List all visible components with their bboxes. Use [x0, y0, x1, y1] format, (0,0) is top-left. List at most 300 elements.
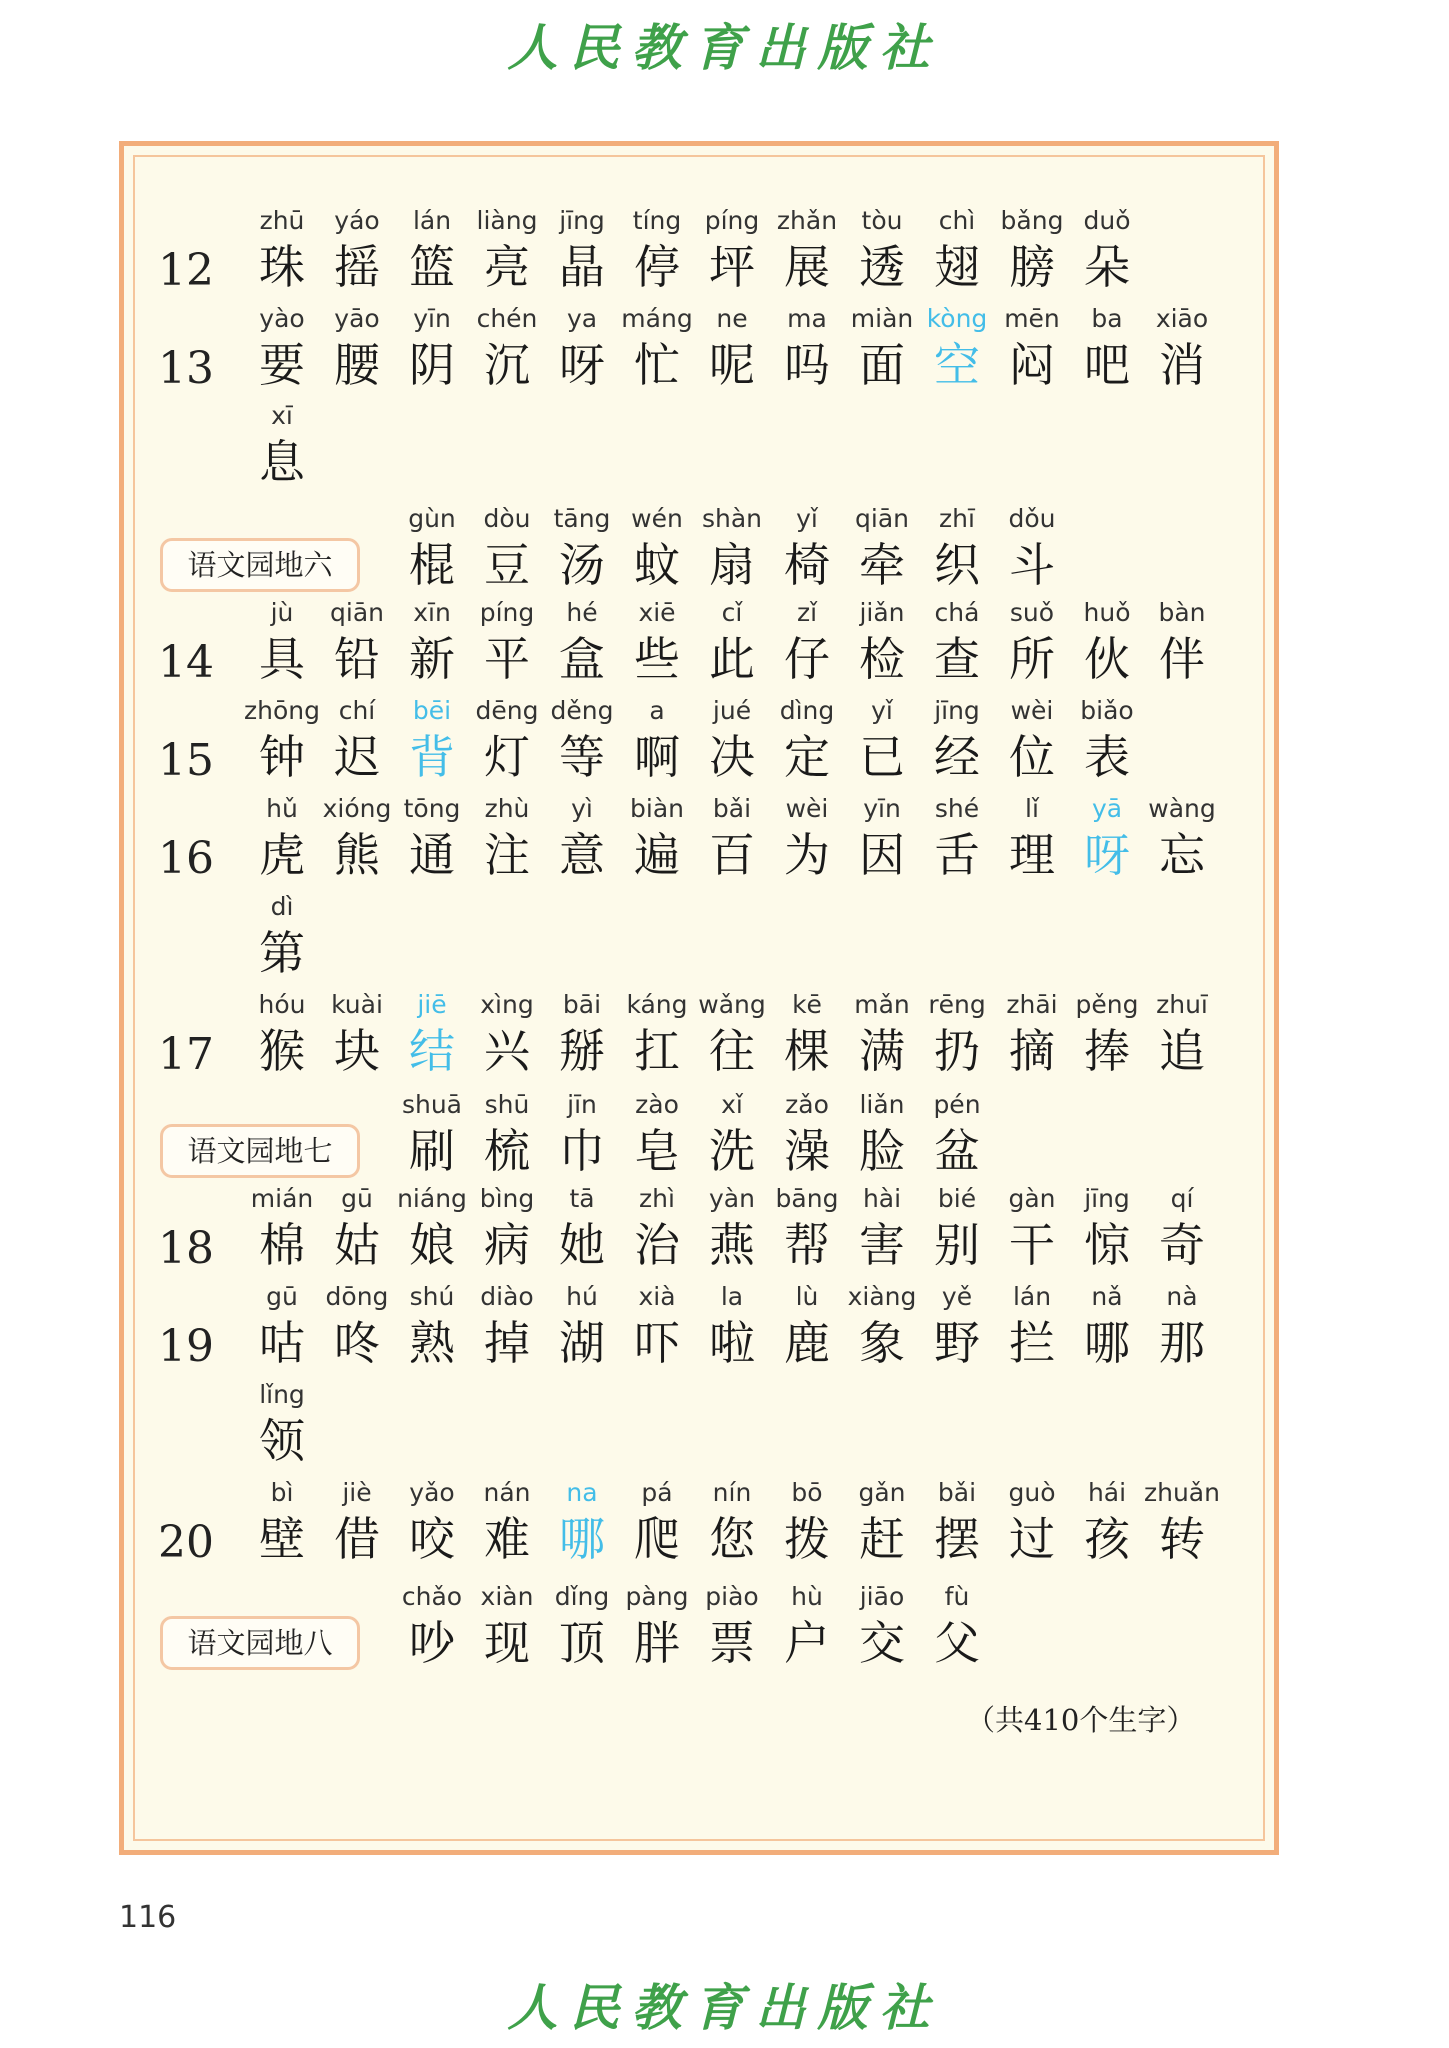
pinyin: xǐ: [721, 1090, 743, 1119]
hanzi: 椅: [784, 538, 830, 592]
pinyin: bìng: [479, 1184, 535, 1213]
hanzi: 票: [709, 1616, 755, 1670]
hanzi: 些: [634, 632, 680, 686]
pinyin: yīn: [863, 794, 901, 823]
hanzi: 消: [1159, 338, 1205, 392]
pinyin: zhuī: [1156, 990, 1208, 1019]
hanzi: 咚: [334, 1316, 380, 1370]
pinyin: qiān: [855, 504, 909, 533]
hanzi: 块: [334, 1024, 380, 1078]
pinyin: jiāo: [859, 1582, 905, 1611]
hanzi: 咬: [409, 1512, 455, 1566]
pinyin: jù: [270, 598, 294, 627]
pinyin: nín: [712, 1478, 752, 1507]
hanzi: 转: [1159, 1512, 1205, 1566]
hanzi: 熊: [334, 828, 380, 882]
lesson-number: 16: [158, 833, 214, 884]
hanzi: 具: [259, 632, 305, 686]
hanzi: 帮: [784, 1218, 830, 1272]
pinyin: bō: [791, 1478, 823, 1507]
hanzi: 湖: [559, 1316, 605, 1370]
character-cell: [921, 1581, 993, 1676]
hanzi: 所: [1009, 632, 1055, 686]
pinyin: zǎo: [785, 1090, 829, 1119]
pinyin: tā: [569, 1184, 595, 1213]
lesson-number: 17: [158, 1029, 214, 1080]
pinyin: miàn: [850, 304, 914, 333]
character-row: [0, 503, 1449, 598]
hanzi: 豆: [484, 538, 530, 592]
pinyin: zhì: [639, 1184, 675, 1213]
hanzi: 注: [484, 828, 530, 882]
pinyin: fù: [944, 1582, 970, 1611]
pinyin: kē: [792, 990, 822, 1019]
character-row: [0, 1379, 1449, 1474]
hanzi: 表: [1084, 730, 1130, 784]
pinyin: yàn: [709, 1184, 755, 1213]
hanzi: 棍: [409, 538, 455, 592]
pinyin: hái: [1087, 1478, 1127, 1507]
hanzi: 检: [859, 632, 905, 686]
pinyin: zǐ: [796, 598, 818, 627]
pinyin: zhū: [259, 206, 305, 235]
hanzi: 干: [1009, 1218, 1055, 1272]
hanzi: 因: [859, 828, 905, 882]
pinyin: bēi: [412, 696, 452, 725]
character-cell: [1146, 989, 1218, 1084]
pinyin: chén: [476, 304, 538, 333]
character-cell: [1071, 205, 1143, 300]
character-row: [0, 891, 1449, 986]
pinyin: dōng: [325, 1282, 389, 1311]
hanzi: 扛: [634, 1024, 680, 1078]
hanzi: 迟: [334, 730, 380, 784]
pinyin: dòu: [483, 504, 531, 533]
pinyin: la: [720, 1282, 744, 1311]
hanzi: 为: [784, 828, 830, 882]
pinyin: bǎng: [1000, 206, 1064, 235]
pinyin: xìng: [480, 990, 534, 1019]
pinyin: qiān: [330, 598, 384, 627]
hanzi: 哪: [559, 1512, 605, 1566]
hanzi: 沉: [484, 338, 530, 392]
pinyin: dēng: [475, 696, 539, 725]
pinyin: gùn: [408, 504, 456, 533]
pinyin: a: [649, 696, 665, 725]
hanzi: 晶: [559, 240, 605, 294]
pinyin: xióng: [322, 794, 392, 823]
character-cell: [1146, 597, 1218, 692]
hanzi: 牵: [859, 538, 905, 592]
hanzi: 蚊: [634, 538, 680, 592]
lesson-number: 15: [158, 735, 214, 786]
hanzi: 吗: [784, 338, 830, 392]
pinyin: shàn: [701, 504, 763, 533]
pinyin: lán: [412, 206, 452, 235]
hanzi: 忙: [634, 338, 680, 392]
hanzi: 澡: [784, 1124, 830, 1178]
pinyin: ne: [716, 304, 748, 333]
hanzi: 皂: [634, 1124, 680, 1178]
hanzi: 啦: [709, 1316, 755, 1370]
hanzi: 鹿: [784, 1316, 830, 1370]
hanzi: 棉: [259, 1218, 305, 1272]
pinyin: hài: [862, 1184, 902, 1213]
hanzi: 您: [709, 1512, 755, 1566]
hanzi: 病: [484, 1218, 530, 1272]
pinyin: chǎo: [401, 1582, 463, 1611]
pinyin: suǒ: [1009, 598, 1055, 627]
hanzi: 理: [1009, 828, 1055, 882]
pinyin: děng: [550, 696, 614, 725]
hanzi: 治: [634, 1218, 680, 1272]
pinyin: cǐ: [721, 598, 743, 627]
hanzi: 奇: [1159, 1218, 1205, 1272]
hanzi: 忘: [1159, 828, 1205, 882]
hanzi: 顶: [559, 1616, 605, 1670]
hanzi: 吵: [409, 1616, 455, 1670]
pinyin: shé: [934, 794, 980, 823]
pinyin: lǐ: [1025, 794, 1039, 823]
hanzi: 盆: [934, 1124, 980, 1178]
pinyin: shuā: [401, 1090, 463, 1119]
hanzi: 赶: [859, 1512, 905, 1566]
section-badge: 语文园地八: [160, 1616, 360, 1670]
hanzi: 阴: [409, 338, 455, 392]
pinyin: guò: [1008, 1478, 1056, 1507]
pinyin: jīng: [934, 696, 980, 725]
character-row: [0, 1477, 1449, 1572]
pinyin: yì: [571, 794, 593, 823]
pinyin: jiǎn: [859, 598, 905, 627]
character-row: [0, 1183, 1449, 1278]
hanzi: 舌: [934, 828, 980, 882]
character-cell: [1071, 695, 1143, 790]
hanzi: 遍: [634, 828, 680, 882]
hanzi: 棵: [784, 1024, 830, 1078]
hanzi: 汤: [559, 538, 605, 592]
hanzi: 百: [709, 828, 755, 882]
hanzi: 钟: [259, 730, 305, 784]
page-number: 116: [119, 1900, 177, 1935]
pinyin: wǎng: [698, 990, 766, 1019]
hanzi: 平: [484, 632, 530, 686]
character-row: [0, 400, 1449, 495]
character-cell: [246, 400, 318, 495]
hanzi: 查: [934, 632, 980, 686]
hanzi: 织: [934, 538, 980, 592]
pinyin: gū: [341, 1184, 373, 1213]
pinyin: duǒ: [1083, 206, 1131, 235]
hanzi: 灯: [484, 730, 530, 784]
hanzi: 燕: [709, 1218, 755, 1272]
pinyin: hé: [566, 598, 598, 627]
hanzi: 吧: [1084, 338, 1130, 392]
pinyin: wàng: [1148, 794, 1216, 823]
hanzi: 脸: [859, 1124, 905, 1178]
lesson-number: 20: [158, 1517, 214, 1568]
pinyin: lù: [795, 1282, 819, 1311]
hanzi: 摇: [334, 240, 380, 294]
pinyin: gàn: [1008, 1184, 1056, 1213]
hanzi: 篮: [409, 240, 455, 294]
pinyin: wèi: [1010, 696, 1054, 725]
hanzi: 仔: [784, 632, 830, 686]
pinyin: pěng: [1075, 990, 1139, 1019]
hanzi: 呀: [1084, 828, 1130, 882]
hanzi: 巾: [559, 1124, 605, 1178]
pinyin: zhù: [484, 794, 530, 823]
pinyin: jīng: [559, 206, 605, 235]
hanzi: 空: [934, 338, 980, 392]
hanzi: 决: [709, 730, 755, 784]
pinyin: dǐng: [554, 1582, 610, 1611]
pinyin: yào: [259, 304, 305, 333]
hanzi: 啊: [634, 730, 680, 784]
character-row: [0, 303, 1449, 398]
pinyin: zhī: [939, 504, 975, 533]
hanzi: 翅: [934, 240, 980, 294]
character-cell: [1146, 1281, 1218, 1376]
character-row: [0, 205, 1449, 300]
hanzi: 孩: [1084, 1512, 1130, 1566]
hanzi: 位: [1009, 730, 1055, 784]
pinyin: xiàng: [847, 1282, 917, 1311]
hanzi: 停: [634, 240, 680, 294]
pinyin: tíng: [632, 206, 682, 235]
hanzi: 熟: [409, 1316, 455, 1370]
hanzi: 透: [859, 240, 905, 294]
pinyin: zhǎn: [776, 206, 838, 235]
pinyin: wén: [631, 504, 683, 533]
pinyin: gū: [266, 1282, 298, 1311]
pinyin: jiè: [342, 1478, 372, 1507]
hanzi: 难: [484, 1512, 530, 1566]
pinyin: yǐ: [796, 504, 818, 533]
pinyin: biàn: [630, 794, 684, 823]
hanzi: 父: [934, 1616, 980, 1670]
hanzi: 领: [259, 1414, 305, 1468]
hanzi: 新: [409, 632, 455, 686]
pinyin: káng: [626, 990, 688, 1019]
hanzi: 姑: [334, 1218, 380, 1272]
hanzi: 摆: [934, 1512, 980, 1566]
pinyin: jiē: [417, 990, 447, 1019]
character-cell: [996, 503, 1068, 598]
pinyin: yě: [941, 1282, 973, 1311]
pinyin: hǔ: [266, 794, 298, 823]
pinyin: liàng: [476, 206, 538, 235]
publisher-watermark-top: 人民教育出版社: [507, 18, 942, 77]
hanzi: 交: [859, 1616, 905, 1670]
pinyin: niáng: [397, 1184, 467, 1213]
hanzi: 猴: [259, 1024, 305, 1078]
pinyin: kòng: [926, 304, 988, 333]
pinyin: jīn: [567, 1090, 597, 1119]
pinyin: nà: [1166, 1282, 1198, 1311]
pinyin: ma: [787, 304, 827, 333]
pinyin: chì: [938, 206, 976, 235]
hanzi: 哪: [1084, 1316, 1130, 1370]
pinyin: xī: [271, 401, 293, 430]
hanzi: 呀: [559, 338, 605, 392]
pinyin: jīng: [1084, 1184, 1130, 1213]
character-cell: [246, 1379, 318, 1474]
pinyin: pàng: [625, 1582, 689, 1611]
hanzi: 吓: [634, 1316, 680, 1370]
pinyin: bǎi: [712, 794, 752, 823]
character-row: [0, 1581, 1449, 1676]
pinyin: pá: [641, 1478, 673, 1507]
pinyin: bāng: [775, 1184, 839, 1213]
hanzi: 伙: [1084, 632, 1130, 686]
pinyin: píng: [704, 206, 760, 235]
hanzi: 展: [784, 240, 830, 294]
hanzi: 往: [709, 1024, 755, 1078]
hanzi: 等: [559, 730, 605, 784]
character-cell: [1146, 303, 1218, 398]
pinyin: hù: [791, 1582, 823, 1611]
pinyin: mēn: [1004, 304, 1060, 333]
hanzi: 户: [784, 1616, 830, 1670]
hanzi: 别: [934, 1218, 980, 1272]
pinyin: bì: [270, 1478, 294, 1507]
pinyin: gǎn: [858, 1478, 906, 1507]
pinyin: tòu: [861, 206, 903, 235]
pinyin: ya: [566, 304, 598, 333]
pinyin: ba: [1091, 304, 1123, 333]
pinyin: xīn: [413, 598, 451, 627]
pinyin: zhōng: [244, 696, 320, 725]
hanzi: 定: [784, 730, 830, 784]
hanzi: 掉: [484, 1316, 530, 1370]
pinyin: yāo: [334, 304, 380, 333]
pinyin: hóu: [258, 990, 306, 1019]
hanzi: 经: [934, 730, 980, 784]
pinyin: jué: [712, 696, 752, 725]
character-row: [0, 1281, 1449, 1376]
hanzi: 咕: [259, 1316, 305, 1370]
total-character-count: （共410个生字）: [966, 1703, 1196, 1737]
pinyin: xiē: [638, 598, 676, 627]
lesson-number: 18: [158, 1223, 214, 1274]
pinyin: tāng: [553, 504, 611, 533]
hanzi: 要: [259, 338, 305, 392]
hanzi: 面: [859, 338, 905, 392]
pinyin: qí: [1170, 1184, 1194, 1213]
hanzi: 捧: [1084, 1024, 1130, 1078]
hanzi: 呢: [709, 338, 755, 392]
pinyin: dì: [270, 892, 294, 921]
hanzi: 掰: [559, 1024, 605, 1078]
pinyin: tōng: [403, 794, 461, 823]
character-row: [0, 989, 1449, 1084]
hanzi: 胖: [634, 1616, 680, 1670]
hanzi: 斗: [1009, 538, 1055, 592]
pinyin: mián: [250, 1184, 314, 1213]
hanzi: 意: [559, 828, 605, 882]
hanzi: 腰: [334, 338, 380, 392]
pinyin: na: [566, 1478, 598, 1507]
hanzi: 惊: [1084, 1218, 1130, 1272]
pinyin: mǎn: [854, 990, 910, 1019]
hanzi: 息: [259, 435, 305, 489]
hanzi: 亮: [484, 240, 530, 294]
section-badge: 语文园地七: [160, 1124, 360, 1178]
hanzi: 扔: [934, 1024, 980, 1078]
hanzi: 第: [259, 926, 305, 980]
hanzi: 洗: [709, 1124, 755, 1178]
pinyin: huǒ: [1083, 598, 1131, 627]
hanzi: 膀: [1009, 240, 1055, 294]
hanzi: 追: [1159, 1024, 1205, 1078]
hanzi: 珠: [259, 240, 305, 294]
section-badge: 语文园地六: [160, 538, 360, 592]
pinyin: wèi: [785, 794, 829, 823]
pinyin: yǎo: [409, 1478, 455, 1507]
publisher-watermark-bottom: 人民教育出版社: [507, 1978, 942, 2037]
pinyin: zhāi: [1006, 990, 1058, 1019]
hanzi: 那: [1159, 1316, 1205, 1370]
pinyin: yǐ: [871, 696, 893, 725]
character-row: [0, 695, 1449, 790]
pinyin: bāi: [562, 990, 602, 1019]
hanzi: 现: [484, 1616, 530, 1670]
hanzi: 爬: [634, 1512, 680, 1566]
hanzi: 通: [409, 828, 455, 882]
pinyin: xiàn: [480, 1582, 534, 1611]
hanzi: 兴: [484, 1024, 530, 1078]
hanzi: 结: [409, 1024, 455, 1078]
hanzi: 铅: [334, 632, 380, 686]
lesson-number: 13: [158, 343, 214, 394]
pinyin: pén: [933, 1090, 981, 1119]
hanzi: 壁: [259, 1512, 305, 1566]
hanzi: 象: [859, 1316, 905, 1370]
pinyin: yīn: [413, 304, 451, 333]
pinyin: piào: [705, 1582, 759, 1611]
character-cell: [1146, 793, 1218, 888]
pinyin: biǎo: [1080, 696, 1134, 725]
hanzi: 扇: [709, 538, 755, 592]
hanzi: 梳: [484, 1124, 530, 1178]
hanzi: 坪: [709, 240, 755, 294]
pinyin: xiāo: [1155, 304, 1209, 333]
lesson-number: 12: [158, 245, 214, 296]
pinyin: bié: [937, 1184, 977, 1213]
hanzi: 害: [859, 1218, 905, 1272]
hanzi: 摘: [1009, 1024, 1055, 1078]
pinyin: zhuǎn: [1144, 1478, 1220, 1507]
hanzi: 拦: [1009, 1316, 1055, 1370]
pinyin: bǎi: [937, 1478, 977, 1507]
lesson-number: 19: [158, 1321, 214, 1372]
pinyin: lán: [1012, 1282, 1052, 1311]
pinyin: dǒu: [1008, 504, 1056, 533]
character-cell: [246, 891, 318, 986]
hanzi: 刷: [409, 1124, 455, 1178]
pinyin: zào: [635, 1090, 679, 1119]
hanzi: 借: [334, 1512, 380, 1566]
hanzi: 娘: [409, 1218, 455, 1272]
character-row: [0, 1089, 1449, 1184]
character-row: [0, 597, 1449, 692]
character-row: [0, 793, 1449, 888]
hanzi: 虎: [259, 828, 305, 882]
hanzi: 已: [859, 730, 905, 784]
pinyin: yáo: [334, 206, 380, 235]
pinyin: máng: [621, 304, 693, 333]
